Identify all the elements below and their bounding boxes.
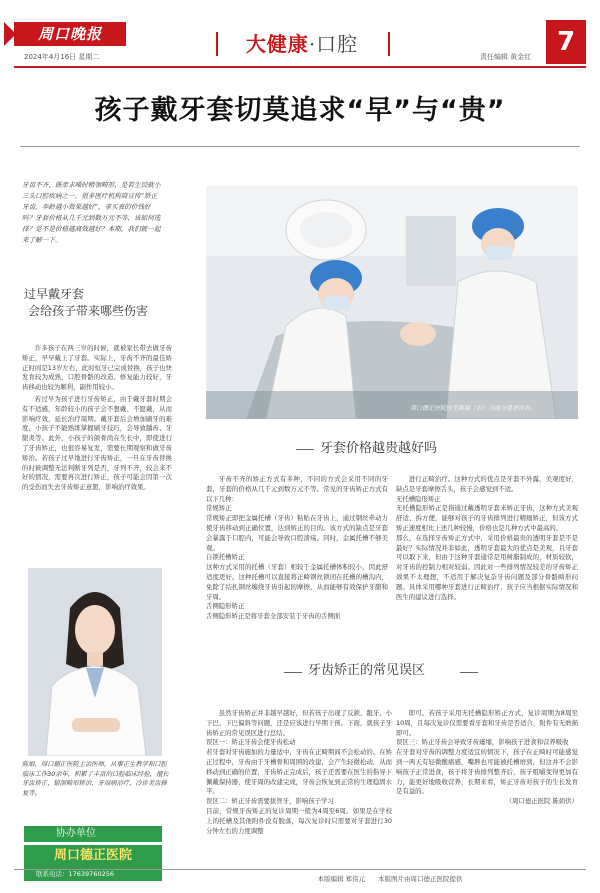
co-organizer-phone: 联系电话：17639760256 (24, 867, 162, 881)
subhead-early-braces-line2: 会给孩子带来哪些伤害 (28, 304, 149, 318)
main-photo (206, 186, 578, 419)
dental-treatment-illustration (206, 186, 578, 419)
paragraph: 即可。若孩子采用无托槽隐形矫正方式，复诊周期为8周至10周，且每次复诊仅需要看牙套和牙齿是否适合，附件有无磨损即可。 误区三：矫正牙齿会导致牙齿痿缩，影响孩子进食和营养吸收 在牙套对牙齿的调整力度适宜的情况下，孩子在正畸时可能感觉到一两天有轻微酸痛感，嘴唇也可能被托槽磨到，但这并不会影响孩子正常进食，孩子将牙齿排列整齐后，孩子咀嚼变得更加有力，能更好地吸收营养，长期来看，矫正牙齿对孩子的生长发育是有益的。 (396, 709, 578, 796)
doctor-caption: 陈娟，周口德正医院主治医师，从事正生教学和口腔临床工作30余年，积累了丰富的口腔临床经验，擅长牙齿矫正，错颌畸形矫治、牙周病治疗、冷诊美齿修复等。 (22, 761, 169, 797)
responsible-editor: 责任编辑 黄金红 (480, 53, 532, 61)
subhead-early-braces (24, 286, 174, 320)
subhead-rule (284, 672, 302, 673)
page-number: 7 (546, 20, 586, 64)
subhead-price: 牙套价格越贵越好吗 (320, 441, 438, 456)
article-intro: 牙齿不齐，既牵求嗓时稍领畸形，是若生饺就小三头口腔疾病之一。很多医疗机构商宣传“矫正牙齿，李龄越小效果越好”，拿买表的价钱好吗？牙套价格从几千元到数万元不等，该如何选择？是不是价格越高效越好？本期，我们就一起来了解一下。 (22, 181, 161, 244)
section-divider-right (388, 32, 390, 56)
section-title-main: 大健康 (245, 32, 309, 56)
section-title (222, 30, 382, 58)
headline-rule (20, 146, 580, 147)
co-organizer-name: 周口德正医院 (24, 845, 162, 867)
subhead-rule (296, 449, 314, 450)
paragraph: 许多孩子在两三岁的时候，就被家长带去做牙齿矫正，早早戴上了牙套。实际上，牙齿不齐的最佳矫正时间是13岁左右，此时恒牙已完成替换，孩子也快发育较为成熟，口腔骨骼的改造、修复能力较好，牙齿移动也较为顺利，副作用较小。 (22, 344, 172, 392)
subhead-rule (460, 672, 478, 673)
column-middle-bottom: 虽然牙齿矫正并非越早越好，但若孩子出现了反颌、龅牙、小下巴、下巴偏斜等问题，还是应该进行早期干预。下面，就孩子牙齿矫正的常见误区进行总结。 误区一：矫正牙齿会使牙齿松动 若牙套对牙齿施加的力量适中，牙齿在正畸期间不会松动的。在矫正过程中，牙齿由于牙槽骨和周围的改建，会产生轻微松动，从而移动到正确的位置，牙齿矫正完成后，孩子还需要在医生的指导下佩戴保持器，使牙周的改建完成，牙齿会恢复到正常的生理稳固水平。 误区二：矫正牙齿需要拔智牙，影响孩子学习 目前，常规牙齿矫正的复诊周期一般为4周至6周。如果是在学校上的托槽及其他附件没有脱落，每次复诊时只需要对牙套进行30分钟左右的力度调整 (206, 709, 392, 835)
photo-caption: 周口德正医院医生陈娟（右）为部分患者诊治。 (410, 405, 537, 412)
section-title-sub: ·口腔 (308, 32, 359, 56)
column-right-top: 进行正畸治疗。这种方式的优点是牙套不外露，美观度好，缺点是牙套摩擦舌头，孩子会感觉到不适。 无托槽隐形矫正 无托槽隐形矫正是指通过戴透明牙套来矫正牙齿，这种方式美观舒适、拆方便，能够对孩子的牙齿排列进行精细矫正，但该方式矫正速度相比上述几种较慢，价格也是几种方式中最高的。 那么，在选择牙齿矫正方式中，采用价格最贵的透明牙套是不是最好？实际情况并非如此，透明牙套最大的优点是美观，且牙套可以取下来，但由于这种牙套通常是用树脂制成的，材质较软，对牙齿的控制力相对较弱。因此对一些排列情况较差的牙齿矫正效果不太理想，不适用于解决复杂牙齿问题及部分骨骼畸形问题。具体采用哪种牙套进行正畸治疗，孩子应当根据实际情况和医生的建议进行选择。 (396, 475, 578, 601)
doctor-portrait-illustration (28, 568, 162, 756)
doctor-portrait (28, 568, 162, 756)
subhead-early-braces-line1: 过早戴牙套 (24, 287, 85, 301)
newspaper-logo: 周口晚报 (14, 22, 126, 46)
footer-rule (14, 869, 586, 870)
article-credit: （周口德正医院 陈娟供） (505, 797, 578, 806)
page-footer: 本版编辑 郑伟元 本版图片由周口德正医院提供 (317, 875, 463, 883)
masthead-rule (14, 66, 586, 68)
column-middle-top: 牙齿不齐的矫正方式有多种，不同的方式会采用不同的牙套，牙套的价格从几千元到数万元不等。常见的牙齿矫正方式有以下几种： 常规矫正 常规矫正即把金属托槽（牙齿）粘贴在牙齿上，通过钢丝牵动力使牙齿移动到正确位置，达到矫正的目的。该方式的缺点是牙套会暴露于口腔内，可能会导致口腔溃疡。同时，金属托槽不够美观。 自锁托槽矫正 这种方式采用的托槽（牙套）相较于金属托槽体积较小，因此舒适度更好。这种托槽可以直接将正畸钢丝锁闭在托槽的槽沟内，免除了结扎钢丝缠绕牙齿引起的摩擦，从而能够有效保护牙龈和牙周。 舌侧隐形矫正 舌侧隐形矫正是将牙套全部安装于牙齿的舌侧面 (206, 475, 388, 621)
co-organizer-label: 协办单位 (24, 826, 162, 842)
paragraph: 若过早为孩子进行牙齿矫正，由于戴牙套时期会有不适感，年龄较小的孩子会不想戴、不愿戴，从而影响疗效，延长治疗周期。戴牙套后会增加刷牙的难度，小孩子不能熟练掌握刷牙技巧，会导致龋齿、牙龈炎等。此外，小孩子的颌骨尚在生长中，即使进行了牙齿矫正，也很容易复发，需要长期观察和做牙齿矫治。若孩子过早地进行牙齿矫正，一旦在牙齿替换的时候调整无法判断牙列是否，牙列不齐，较会来不好的情况，需要再次进行矫正，孩子可能会因第一次的受伤而失去牙齿矫正意愿，影响治疗效果。 (22, 394, 172, 492)
article-headline: 孩子戴牙套切莫追求“早”与“贵” (94, 95, 506, 126)
subhead-misconceptions: 牙齿矫正的常见误区 (308, 663, 426, 678)
section-divider-left (216, 32, 218, 56)
column-right-bottom (396, 709, 578, 807)
masthead (0, 0, 600, 88)
column-left-body (22, 344, 172, 493)
issue-date: 2024年4月16日 星期二 (24, 53, 100, 61)
